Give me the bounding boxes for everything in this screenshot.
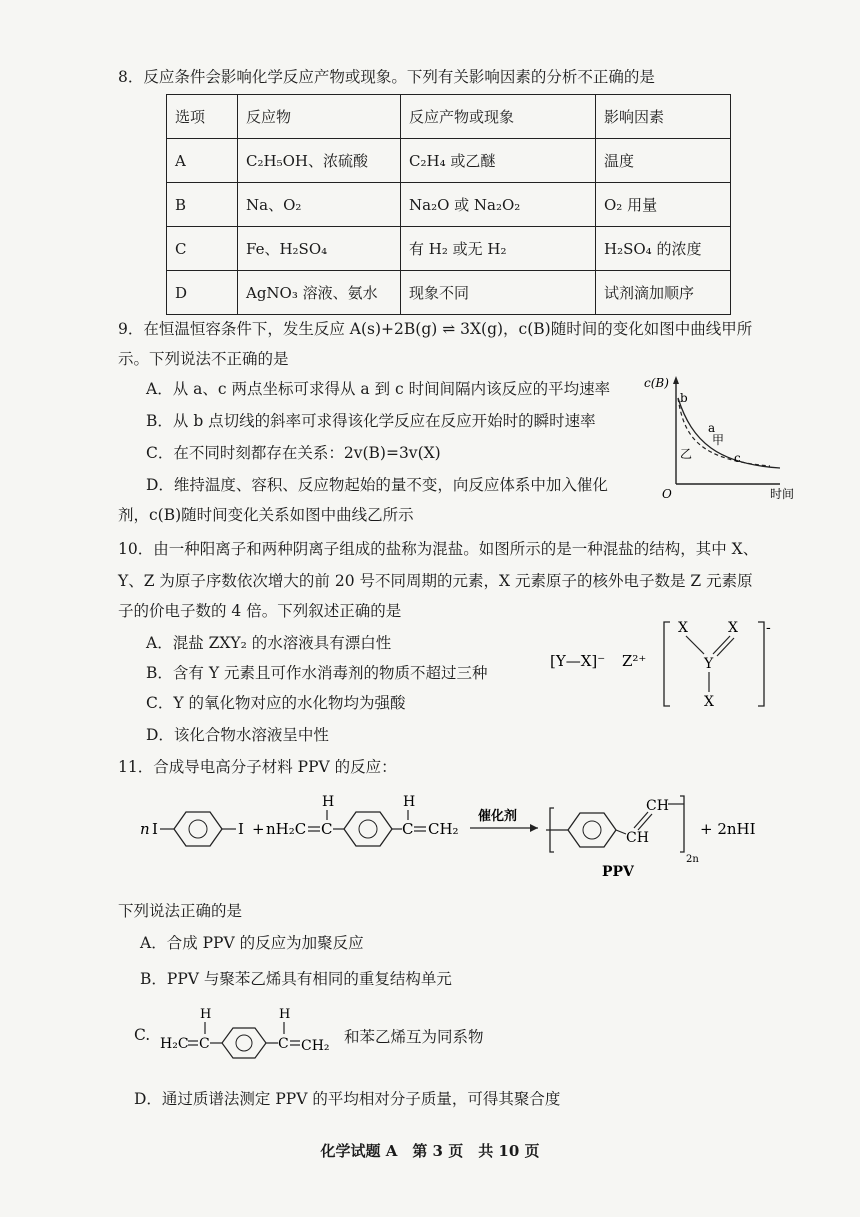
q10-option-d: D．该化合物水溶液呈中性 — [146, 726, 329, 744]
carbon-2: C — [402, 820, 414, 838]
ring-aromatic-2 — [359, 820, 377, 838]
c-carbon-2: C — [278, 1036, 289, 1052]
q11-option-d: D．通过质谱法测定 PPV 的平均相对分子质量，可得其聚合度 — [134, 1090, 561, 1108]
table-row — [167, 183, 731, 227]
q11-prompt: 下列说法正确的是 — [118, 902, 243, 920]
table-row — [167, 227, 731, 271]
table-cell: AgNO₃ 溶液、氨水 — [238, 271, 401, 315]
ch2-end: CH₂ — [428, 820, 459, 838]
origin-label: O — [662, 487, 672, 501]
table-row — [167, 271, 731, 315]
c-hydrogen-2: H — [279, 1007, 291, 1022]
ch-lower: CH — [626, 830, 649, 846]
point-c-label: c — [734, 451, 741, 465]
bracket-left — [664, 622, 670, 706]
q9-stem-line1: 9．在恒温恒容条件下，发生反应 A(s)+2B(g) ⇌ 3X(g)，c(B)随时间的变化如图中曲线甲所 — [118, 320, 753, 338]
vinylene-double-a — [634, 812, 648, 828]
charge: - — [766, 620, 771, 636]
q11-stem: 11．合成导电高分子材料 PPV 的反应： — [118, 758, 397, 776]
table-cell: 温度 — [596, 139, 731, 183]
table-header: 影响因素 — [596, 95, 731, 139]
byproduct: + 2nHI — [700, 820, 756, 838]
atom-x-bottom: X — [704, 694, 714, 710]
page-footer: 化学试题 A 第 3 页 共 10 页 — [320, 1142, 540, 1160]
q9-option-a: A．从 a、c 两点坐标可求得从 a 到 c 时间间隔内该反应的平均速率 — [146, 380, 611, 398]
carbon-1: C — [321, 820, 333, 838]
monomer-h2c: nH₂C — [266, 820, 307, 838]
cation: Z²⁺ — [622, 652, 647, 670]
benzene-ring-3 — [568, 813, 616, 847]
bond — [616, 830, 626, 834]
q9-option-c: C．在不同时刻都存在关系：2v(B)=3v(X) — [146, 444, 441, 462]
atom-y-center: Y — [704, 656, 714, 672]
table-cell: Fe、H₂SO₄ — [238, 227, 401, 271]
table-header-row — [167, 95, 731, 139]
table-cell: A — [167, 139, 238, 183]
benzene-ring-1 — [174, 812, 222, 846]
curve-jia — [678, 398, 780, 468]
point-b-label: b — [680, 391, 688, 405]
table-cell: Na、O₂ — [238, 183, 401, 227]
coef-n: n — [140, 820, 150, 838]
benzene-ring-2 — [344, 812, 392, 846]
catalyst-label: 催化剂 — [478, 809, 518, 824]
table-cell: C₂H₅OH、浓硫酸 — [238, 139, 401, 183]
c-ch2: CH₂ — [301, 1038, 330, 1054]
q9-stem-line2: 示。下列说法不正确的是 — [118, 350, 289, 368]
left-ion: [Y—X]⁻ — [550, 652, 606, 670]
arrow-head — [530, 824, 538, 832]
table-cell: 试剂滴加顺序 — [596, 271, 731, 315]
ring-aromatic-4 — [236, 1035, 252, 1051]
iodine-left: I — [152, 820, 158, 838]
atom-x-top-left: X — [678, 620, 688, 636]
q9-option-d-line1: D．维持温度、容积、反应物起始的量不变，向反应体系中加入催化 — [146, 476, 608, 494]
x-axis-label: 时间 — [770, 487, 795, 501]
q8-stem: 8．反应条件会影响化学反应产物或现象。下列有关影响因素的分析不正确的是 — [118, 68, 655, 86]
q11-option-c-text: 和苯乙烯互为同系物 — [344, 1028, 484, 1046]
table-cell: 现象不同 — [401, 271, 596, 315]
q11-option-b: B．PPV 与聚苯乙烯具有相同的重复结构单元 — [140, 970, 452, 988]
table-row — [167, 139, 731, 183]
ch-upper: CH — [646, 798, 669, 814]
table-cell: D — [167, 271, 238, 315]
point-a-label: a — [708, 421, 716, 435]
table-header: 选项 — [167, 95, 238, 139]
q8-table — [166, 94, 731, 315]
q10-option-c: C．Y 的氧化物对应的水化物均为强酸 — [146, 694, 406, 712]
ring-aromatic-1 — [189, 820, 207, 838]
c-h2c: H₂C — [160, 1036, 189, 1052]
table-cell: 有 H₂ 或无 H₂ — [401, 227, 596, 271]
ring-aromatic-3 — [583, 821, 601, 839]
table-header: 反应产物或现象 — [401, 95, 596, 139]
q10-stem-line1: 10．由一种阳离子和两种阴离子组成的盐称为混盐。如图所示的是一种混盐的结构，其中 X、 — [118, 540, 759, 558]
c-carbon-1: C — [199, 1036, 210, 1052]
c-hydrogen-1: H — [200, 1007, 212, 1022]
plus-sign: + — [252, 820, 265, 838]
table-cell: C₂H₄ 或乙醚 — [401, 139, 596, 183]
y-axis-arrow — [673, 376, 679, 384]
repeat-subscript: 2n — [686, 854, 699, 865]
vinylene-double-b — [638, 814, 652, 830]
y-axis-label: c(B) — [644, 376, 669, 390]
table-cell: O₂ 用量 — [596, 183, 731, 227]
hydrogen-2: H — [403, 794, 416, 810]
table-cell: Na₂O 或 Na₂O₂ — [401, 183, 596, 227]
hydrogen-1: H — [322, 794, 335, 810]
q9-graph — [640, 372, 810, 502]
q10-structure — [548, 614, 778, 714]
q11-option-c-label: C. — [134, 1026, 151, 1044]
bracket-right — [758, 622, 764, 706]
q10-stem-line2: Y、Z 为原子序数依次增大的前 20 号不同周期的元素，X 元素原子的核外电子数是 Z 元素原 — [118, 572, 753, 590]
q10-option-a: A．混盐 ZXY₂ 的水溶液具有漂白性 — [146, 634, 392, 652]
atom-x-top-right: X — [728, 620, 738, 636]
iodine-right: I — [238, 820, 244, 838]
benzene-ring-4 — [222, 1028, 266, 1058]
q10-stem-line3: 子的价电子数的 4 倍。下列叙述正确的是 — [118, 602, 402, 620]
q11-option-c-structure — [160, 1002, 350, 1062]
q9-option-b: B．从 b 点切线的斜率可求得该化学反应在反应开始时的瞬时速率 — [146, 412, 596, 430]
bond-single — [686, 636, 704, 654]
table-header: 反应物 — [238, 95, 401, 139]
curve-yi-label: 乙 — [680, 447, 693, 461]
table-cell: B — [167, 183, 238, 227]
q11-equation — [140, 790, 780, 882]
table-cell: C — [167, 227, 238, 271]
curve-jia-label: 甲 — [712, 433, 725, 447]
table-cell: H₂SO₄ 的浓度 — [596, 227, 731, 271]
q9-option-d-line2: 剂，c(B)随时间变化关系如图中曲线乙所示 — [118, 506, 414, 524]
q10-option-b: B．含有 Y 元素且可作水消毒剂的物质不超过三种 — [146, 664, 488, 682]
ppv-label: PPV — [602, 864, 634, 880]
q11-option-a: A．合成 PPV 的反应为加聚反应 — [140, 934, 364, 952]
